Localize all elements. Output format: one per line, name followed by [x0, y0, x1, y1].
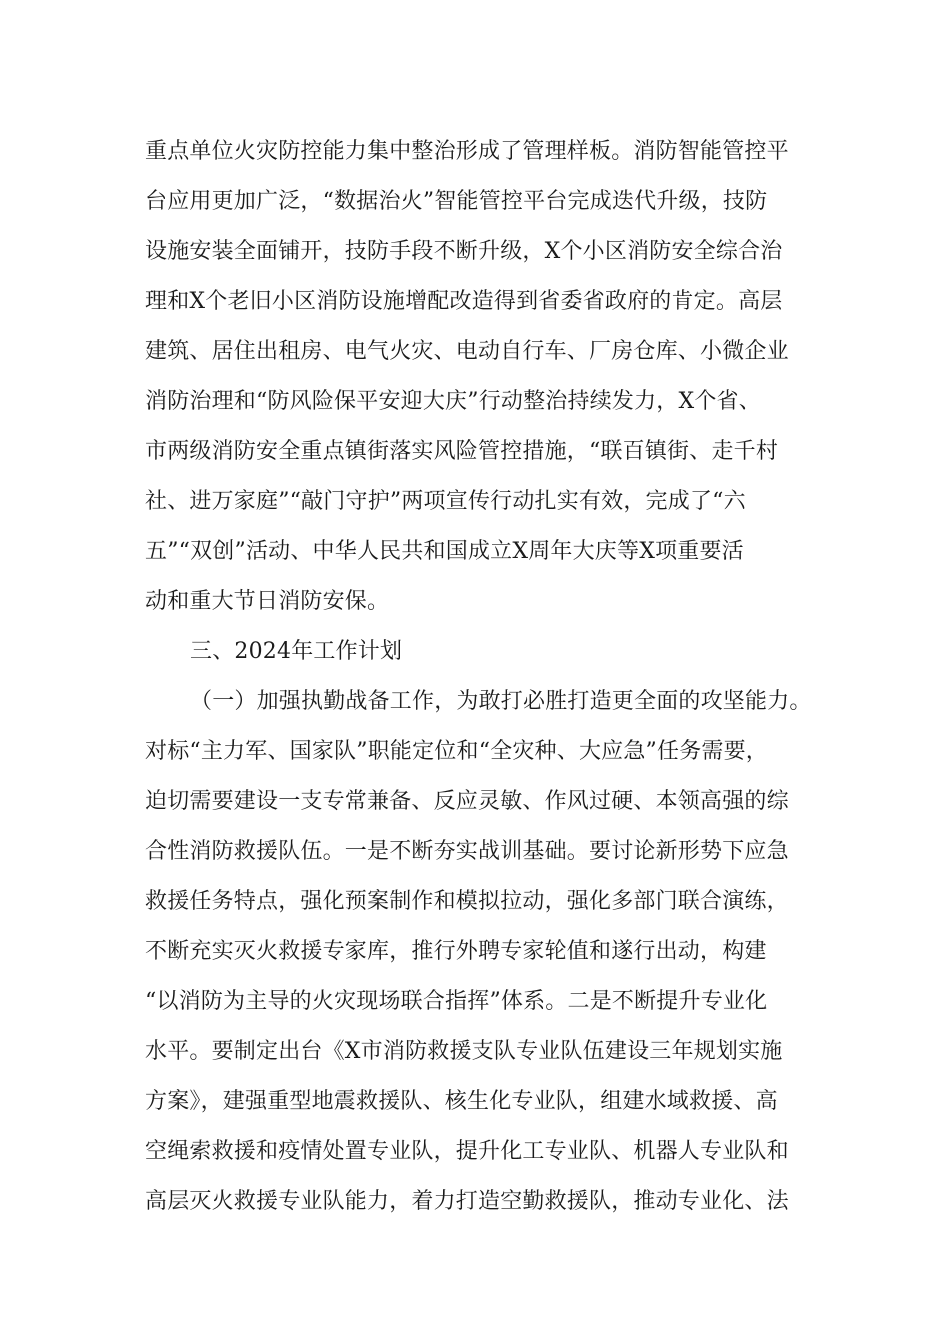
body-line-1: 重点单位火灾防控能力集中整治形成了管理样板。消防智能管控平 [145, 139, 789, 164]
section-heading: 三、2024年工作计划 [190, 639, 403, 664]
body-line-22: 高层灭火救援专业队能力，着力打造空勤救援队，推动专业化、法 [145, 1189, 789, 1214]
body-line-9: 五”“双创”活动、中华人民共和国成立X周年大庆等X项重要活 [145, 539, 744, 564]
body-line-18: “以消防为主导的火灾现场联合指挥”体系。二是不断提升专业化 [145, 989, 768, 1014]
body-line-19: 水平。要制定出台《X市消防救援支队专业队伍建设三年规划实施 [145, 1039, 783, 1064]
body-line-3: 设施安装全面铺开，技防手段不断升级，X个小区消防安全综合治 [145, 239, 783, 264]
body-line-17: 不断充实灭火救援专家库，推行外聘专家轮值和遂行出动，构建 [145, 939, 767, 964]
body-line-2: 台应用更加广泛，“数据治火”智能管控平台完成迭代升级，技防 [145, 189, 768, 214]
body-line-10: 动和重大节日消防安保。 [145, 589, 390, 614]
subsection-heading: （一）加强执勤战备工作，为敢打必胜打造更全面的攻坚能力。 [190, 689, 812, 714]
body-line-21: 空绳索救援和疫情处置专业队，提升化工专业队、机器人专业队和 [145, 1139, 789, 1164]
body-line-4: 理和X个老旧小区消防设施增配改造得到省委省政府的肯定。高层 [145, 289, 783, 314]
body-line-16: 救援任务特点，强化预案制作和模拟拉动，强化多部门联合演练， [145, 889, 789, 914]
body-line-15: 合性消防救援队伍。一是不断夯实战训基础。要讨论新形势下应急 [145, 839, 789, 864]
body-line-13: 对标“主力军、国家队”职能定位和“全灾种、大应急”任务需要， [145, 739, 768, 764]
body-line-5: 建筑、居住出租房、电气火灾、电动自行车、厂房仓库、小微企业 [145, 339, 789, 364]
body-line-20: 方案》，建强重型地震救援队、核生化专业队，组建水域救援、高 [145, 1089, 778, 1114]
body-line-14: 迫切需要建设一支专常兼备、反应灵敏、作风过硬、本领高强的综 [145, 789, 789, 814]
body-line-8: 社、进万家庭”“敲门守护”两项宣传行动扎实有效，完成了“六 [145, 489, 746, 514]
body-line-7: 市两级消防安全重点镇街落实风险管控措施，“联百镇街、走千村 [145, 439, 779, 464]
body-line-6: 消防治理和“防风险保平安迎大庆”行动整治持续发力，X个省、 [145, 389, 761, 414]
